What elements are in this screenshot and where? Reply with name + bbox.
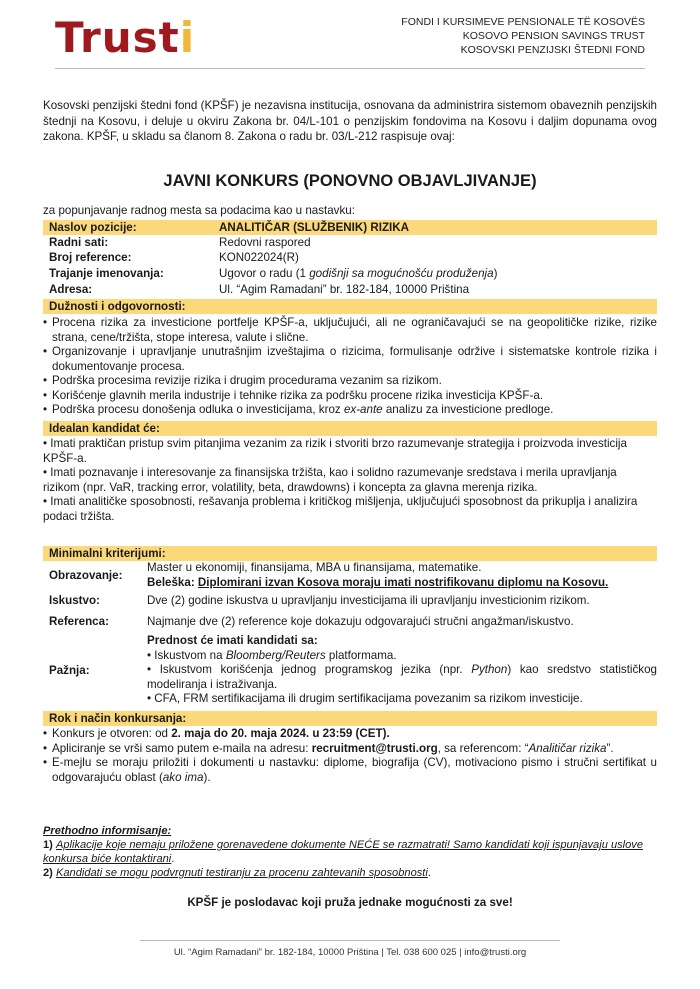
deadline-heading: Rok i način konkursanja:	[43, 711, 657, 726]
equal-opportunity-statement: KPŠF je poslodavac koji pruža jednake mogućnosti za sve!	[187, 896, 513, 909]
list-item: • Podrška procesima revizije rizika i drugim procedurama vezanim sa rizikom.	[43, 374, 657, 389]
org-name-albanian: FONDI I KURSIMEVE PENSIONALE TË KOSOVËS	[401, 16, 645, 28]
list-item: • Konkurs je otvoren: od 2. maja do 20. maja 2024. u 23:59 (CET).	[43, 727, 657, 742]
trusti-logo: Trusti	[55, 13, 196, 62]
ideal-candidate-heading: Idealan kandidat će:	[43, 421, 657, 436]
list-item: • Organizovanje i upravljanje unutrašnjim izveštajima o rizicima, formulisanje održive i sistematske kontrole rizika i dokumentovanje procesa.	[43, 345, 657, 374]
list-item: • Apliciranje se vrši samo putem e-maila na adresu: recruitment@trusti.org, sa referencom: “Analitičar rizika”.	[43, 742, 657, 757]
list-item: • Imati poznavanje i interesovanje za finansijska tržišta, kao i solidno razumevanje sredstava i merila upravljanja rizikom (npr. VaR, tracking error, volatility, beta, drawdowns) i koncepta za glavna merenja rizika.	[43, 466, 617, 494]
org-name-english: KOSOVO PENSION SAVINGS TRUST	[462, 30, 645, 42]
criteria-heading: Minimalni kriterijumi:	[43, 546, 657, 561]
list-item: • Imati praktičan pristup svim pitanjima vezanim za rizik i stvoriti brzo razumevanje strategija i proizvoda investicija KPŠF-a.	[43, 437, 627, 465]
organization-names	[401, 15, 645, 57]
subtitle: za popunjavanje radnog mesta sa podacima kao u nastavku:	[43, 204, 355, 217]
list-item: • Procena rizika za investicione portfelje KPŠF-a, uključujući, ali ne ograničavajući se na geopolitičke rizike, rizike strana, cene/tržišta, stope interesa, valute i slične.	[43, 316, 657, 345]
position-label: Naslov pozicije:	[49, 221, 137, 234]
list-item: • Podrška procesu donošenja odluka o investicijama, kroz ex-ante analizu za investicione predloge.	[43, 403, 657, 418]
deadline-list	[43, 727, 657, 785]
prior-information: Prethodno informisanje: 1) Aplikacije koje nemaju priložene gorenavedene dokumente NEĆE se razmatrati! Samo kandidati koji ispunjavaju uslove konkursa biće kontaktirani. 2) Kandidati se mogu podvrgnuti testiranju za procenu zahtevanih sposobnosti.	[43, 824, 657, 880]
org-name-serbian: KOSOVSKI PENZIJSKI ŠTEDNI FOND	[460, 44, 645, 56]
position-value: ANALITIČAR (SLUŽBENIK) RIZIKA	[219, 221, 409, 234]
prior-item: 2) Kandidati se mogu podvrgnuti testiranju za procenu zahtevanih sposobnosti.	[43, 867, 431, 879]
intro-paragraph: Kosovski penzijski štedni fond (KPŠF) je nezavisna institucija, osnovana da administrira sistemom obaveznih penzijskih štednji na Kosovu, i deluje u okviru Zakona br. 04/L-101 o penzijskim fondovima na Kosovu i daljim dopunama ovog zakona. KPŠF, u skladu sa članom 8. Zakona o radu br. 03/L-212 raspisuje ovaj:	[43, 99, 657, 143]
page-title: JAVNI KONKURS (PONOVNO OBJAVLJIVANJE)	[163, 172, 537, 190]
position-title-band	[43, 220, 657, 235]
list-item: • Imati analitičke sposobnosti, rešavanja problema i kritičkog mišljenja, uključujući sposobnost da prikuplja i analizira podaci tržišta.	[43, 495, 638, 523]
prior-item: 1) Aplikacije koje nemaju priložene gorenavedene dokumente NEĆE se razmatrati! Samo kandidati koji ispunjavaju uslove konkursa biće kontaktirani.	[43, 839, 644, 865]
duties-list	[43, 316, 657, 418]
list-item: • E-mejlu se moraju priložiti i dokumenti u nastavku: diplome, biografija (CV), motivaciono pismo i stručni sertifikat u odgovarajuću oblast (ako ima).	[43, 756, 657, 785]
ideal-candidate-list	[43, 437, 643, 524]
footer-divider	[140, 940, 560, 941]
recruitment-email: recruitment@trusti.org	[311, 741, 438, 755]
list-item: • Korišćenje glavnih merila industrije i tehnike rizika za podršku procene rizika investicija KPŠF-a.	[43, 389, 657, 404]
header-divider	[55, 68, 645, 69]
document-page: Trusti FONDI I KURSIMEVE PENSIONALE TË KOSOVËS KOSOVO PENSION SAVINGS TRUST KOSOVSKI PENZIJSKI ŠTEDNI FOND Kosovski penzijski štedni fond (KPŠF) je nezavisna institucija, osnovana da administrira sistemom obaveznih penzijskih štednji na Kosovu, i deluje u okviru Zakona br. 04/L-101 o penzijskim fondovima na Kosovu i daljim dopunama ovog zakona. KPŠF, u skladu sa članom 8. Zakona o radu br. 03/L-212 raspisuje ovaj: JAVNI KONKURS (PONOVNO OBJAVLJIVANJE) za popunjavanje radnog mesta sa podacima kao u nastavku: Naslov pozicije: ANALITIČAR (SLUŽBENIK) RIZIKA Radni sati: Redovni raspored Broj reference: KON022024(R) Trajanje imenovanja: Ugovor o radu (1 godišnji sa mogućnošću produženja) Adresa: Ul. “Agim Ramadani” br. 182-184, 10000 Priština Dužnosti i odgovornosti: • Procena rizika za investicione portfelje KPŠF-a, uključujući, ali ne ograničavajući se na geopolitičke rizike, rizike strana, cene/tržišta, stope interesa, valute i slične. • Organizovanje i upravljanje unutrašnjim izveštajima o rizicima, formulisanje održive i sistematske kontrole rizika i dokumentovanje procesa. • Podrška procesima revizije rizika i drugim procedurama vezanim sa rizikom. • Korišćenje glavnih merila industrije i tehnike rizika za podršku procene rizika investicija KPŠF-a. • Podrška procesu donošenja odluka o investicijama, kroz ex-ante analizu za investicione predloge. Idealan kandidat će: • Imati praktičan pristup svim pitanjima vezanim za rizik i stvoriti brzo razumevanje strategija i proizvoda investicija KPŠF-a. • Imati poznavanje i interesovanje za finansijska tržišta, kao i solidno razumevanje sredstava i merila upravljanja rizikom (npr. VaR, tracking error, volatility, beta, drawdowns) i koncepta za glavna merenja rizika. • Imati analitičke sposobnosti, rešavanja problema i kritičkog mišljenja, uključujući sposobnost da prikuplja i analizira podaci tržišta. Minimalni kriterijumi: Obrazovanje: Master u ekonomiji, finansijama, MBA u finansijama, matematike. Beleška: Diplomirani izvan Kosova moraju imati nostrifikovanu diplomu na Kosovu. Iskustvo: Dve (2) godine iskustva u upravljanju investicijama ili upravljanju investicionim rizikom. Referenca: Najmanje dve (2) reference koje dokazuju odgovarajući stručni angažman/iskustvo. Pažnja: Prednost će imati kandidati sa: • Iskustvom na Bloomberg/Reuters platformama. • Iskustvom korišćenja jednog programskog jezika (npr. Python) kao sredstvo statističkog modeliranja i istraživanja. • CFA, FRM sertifikacijama ili drugim sertifikacijama povezanim sa rizikom investicije. Rok i način konkursanja: • Konkurs je otvoren: od 2. maja do 20. maja 2024. u 23:59 (CET). • Apliciranje se vrši samo putem e-maila na adresu: recruitment@trusti.org, sa referencom: “Analitičar rizika”. • E-mejlu se moraju priložiti i dokumenti u nastavku: diplome, biografija (CV), motivaciono pismo i stručni sertifikat u odgovarajuću oblast (ako ima). Prethodno informisanje: 1) Aplikacije koje nemaju priložene gorenavedene dokumente NEĆE se razmatrati! Samo kandidati koji ispunjavaju uslove konkursa biće kontaktirani. 2) Kandidati se mogu podvrgnuti testiranju za procenu zahtevanih sposobnosti. KPŠF je poslodavac koji pruža jednake mogućnosti za sve! Ul. “Agim Ramadani” br. 182-184, 10000 Priština | Tel. 038 600 025 | info@trusti.org	[0, 0, 700, 989]
footer-contact: Ul. “Agim Ramadani” br. 182-184, 10000 Priština | Tel. 038 600 025 | info@trusti.org	[173, 947, 527, 958]
duties-heading: Dužnosti i odgovornosti:	[43, 299, 657, 314]
